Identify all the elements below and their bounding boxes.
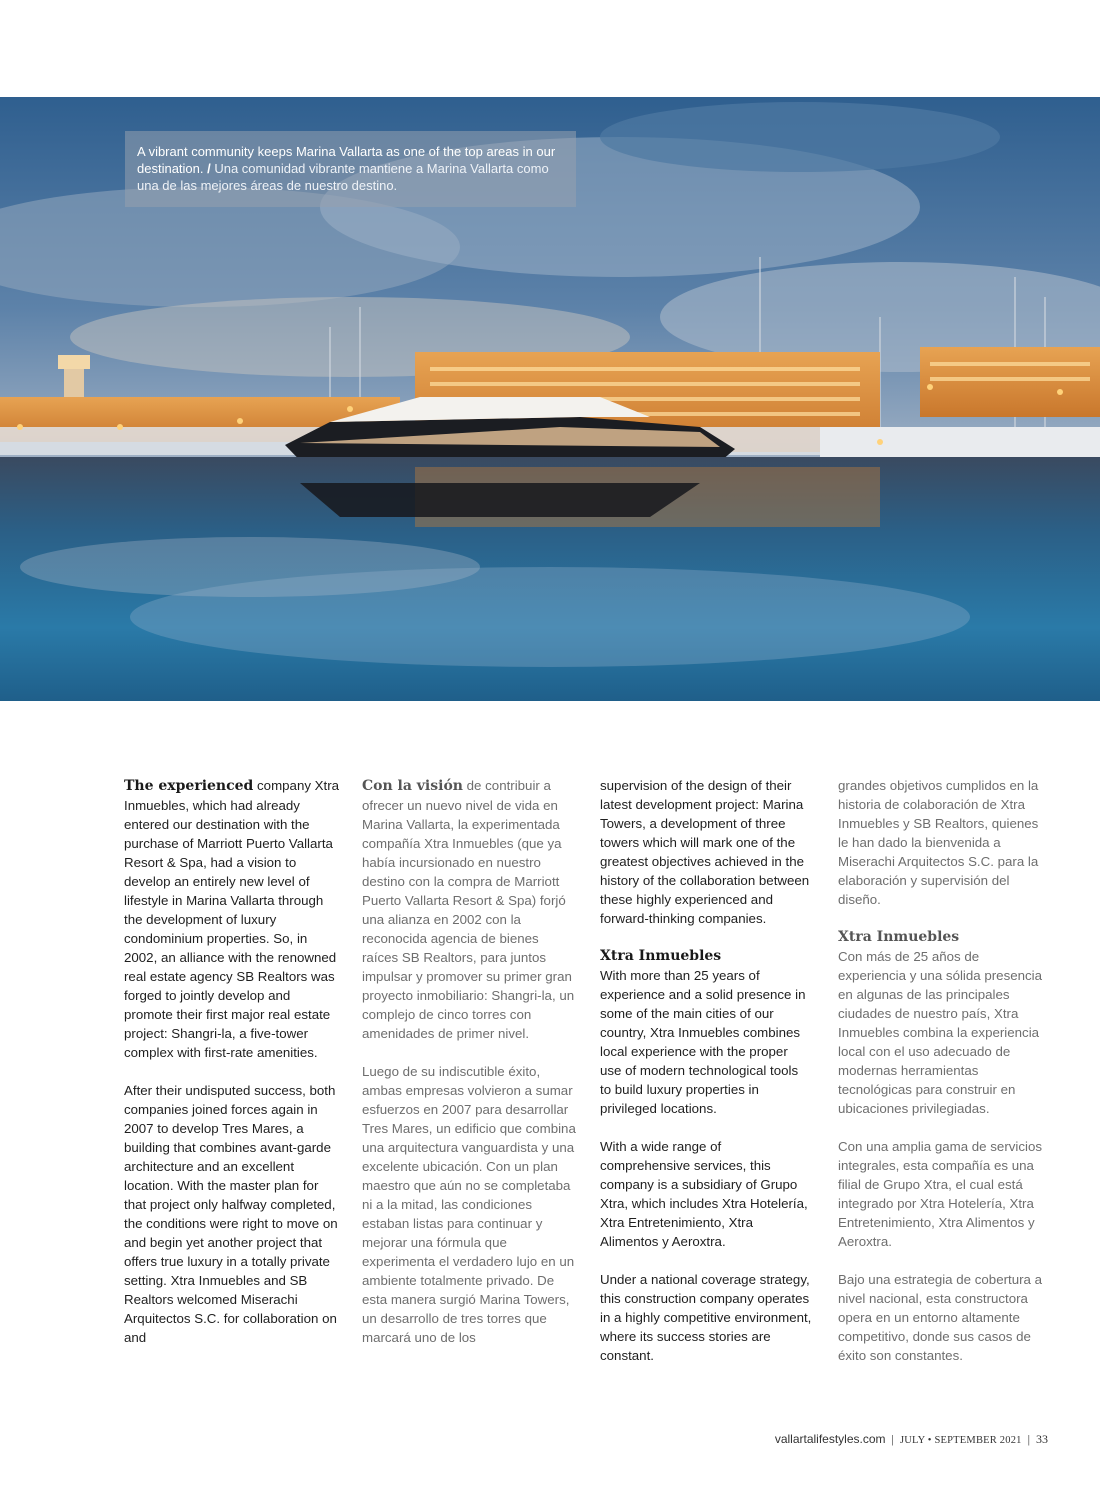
col1-paragraph-1 xyxy=(124,776,340,1062)
col1-lead: The experienced xyxy=(124,778,254,794)
col2-paragraph-1 xyxy=(362,776,578,1043)
footer-website: vallartalifestyles.com xyxy=(774,1432,886,1446)
caption-spanish: Una comunidad vibrante mantiene a Marina Vallarta como una de las mejores áreas de nuestro destino. xyxy=(137,161,549,193)
col3-subhead: Xtra Inmuebles xyxy=(600,948,722,964)
col4-paragraph-2: Con más de 25 años de experiencia y una sólida presencia en algunas de las principales ciudades de nuestro país, Xtra Inmuebles combina la experiencia local con el uso adecuado de modernas herramientas tecnológicas para construir en ubicaciones privilegiadas. xyxy=(838,949,1043,1116)
col3-paragraph-4: Under a national coverage strategy, this construction company operates in a highly competitive environment, where its success stories are constant. xyxy=(600,1272,812,1363)
col1-paragraph-2: After their undisputed success, both companies joined forces again in 2007 to develop Tres Mares, a building that combines avant-garde architecture and an excellent location. With the master plan for that project only halfway completed, the conditions were right to move on and begin yet another project that offers true luxury in a totally private setting. Xtra Inmuebles and SB Realtors welcomed Miserachi Arquitectos S.C. for collaboration on and xyxy=(124,1083,338,1345)
column-4-spanish xyxy=(838,776,1048,1384)
col4-paragraph-4: Bajo una estrategia de cobertura a nivel nacional, esta constructora opera en un entorno altamente competitivo, donde sus casos de éxito son constantes. xyxy=(838,1272,1043,1363)
col3-paragraph-1: supervision of the design of their latest development project: Marina Towers, a development of three towers which will mark one of the greatest objectives achieved in the history of the collaboration between these highly experienced and forward-thinking companies. xyxy=(600,778,810,926)
col2-paragraph-2: Luego de su indiscutible éxito, ambas empresas volvieron a sumar esfuerzos en 2007 para desarrollar Tres Mares, un edificio que combina una arquitectura vanguardista y una excelente ubicación. Con un plan maestro que aún no se completaba ni a la mitad, las condiciones estaban listas para continuar y mejorar una fórmula que experimenta el verdadero lujo en un ambiente totalmente privado. De esta manera surgió Marina Towers, un desarrollo de tres torres que marcará uno de los xyxy=(362,1064,576,1345)
page-number: 33 xyxy=(1036,1432,1048,1446)
footer-separator-1: | xyxy=(891,1432,894,1446)
col2-p1-text: de contribuir a ofrecer un nuevo nivel de vida en Marina Vallarta, la experimentada compañía Xtra Inmuebles (que ya había incursionado en nuestro destino con la compra de Marriott Puerto Vallarta Resort & Spa) forjó una alianza en 2002 con la reconocida agencia de bienes raíces SB Realtors, para juntos impulsar y promover su primer gran proyecto inmobiliario: Shangri-la, un complejo de cinco torres con amenidades de primer nivel. xyxy=(362,778,575,1041)
col1-p1-text: company Xtra Inmuebles, which had already entered our destination with the purchase of Marriott Puerto Vallarta Resort & Spa, had a vision to develop an entirely new level of lifestyle in Marina Vallarta through the development of luxury condominium properties. So, in 2002, an alliance with the renowned real estate agency SB Realtors was forged to jointly develop and promote their first major real estate project: Shangri-la, a five-tower complex with first-rate amenities. xyxy=(124,778,340,1060)
page-footer xyxy=(775,1432,1048,1447)
col3-paragraph-2: With more than 25 years of experience and a solid presence in some of the main cities of our country, Xtra Inmuebles combines local experience with the proper use of modern technological tools to build luxury properties in privileged locations. xyxy=(600,968,806,1116)
col4-paragraph-3: Con una amplia gama de servicios integrales, esta compañía es una filial de Grupo Xtra, el cual está integrado por Xtra Hotelería, Xtra Entretenimiento, Xtra Alimentos y Aeroxtra. xyxy=(838,1139,1042,1249)
col3-paragraph-3: With a wide range of comprehensive services, this company is a subsidiary of Grupo Xtra, which includes Xtra Hotelería, Xtra Entretenimiento, Xtra Alimentos y Aeroxtra. xyxy=(600,1139,808,1249)
col4-paragraph-1: grandes objetivos cumplidos en la historia de colaboración de Xtra Inmuebles y SB Realtors, quienes le han dado la bienvenida a Miserachi Arquitectos S.C. para la elaboración y supervisión del diseño. xyxy=(838,778,1039,907)
column-2-spanish xyxy=(362,776,578,1366)
column-3-english xyxy=(600,776,812,1384)
caption-english: A vibrant community keeps Marina Vallarta as one of the top areas in our destination. xyxy=(137,144,556,176)
caption-separator: / xyxy=(203,161,215,176)
column-1-english xyxy=(124,776,340,1366)
col4-subhead: Xtra Inmuebles xyxy=(838,929,960,945)
col2-lead: Con la visión xyxy=(362,778,463,794)
footer-issue-date: JULY • SEPTEMBER 2021 xyxy=(899,1435,1022,1446)
photo-caption xyxy=(125,131,576,207)
footer-separator-2: | xyxy=(1027,1432,1030,1446)
